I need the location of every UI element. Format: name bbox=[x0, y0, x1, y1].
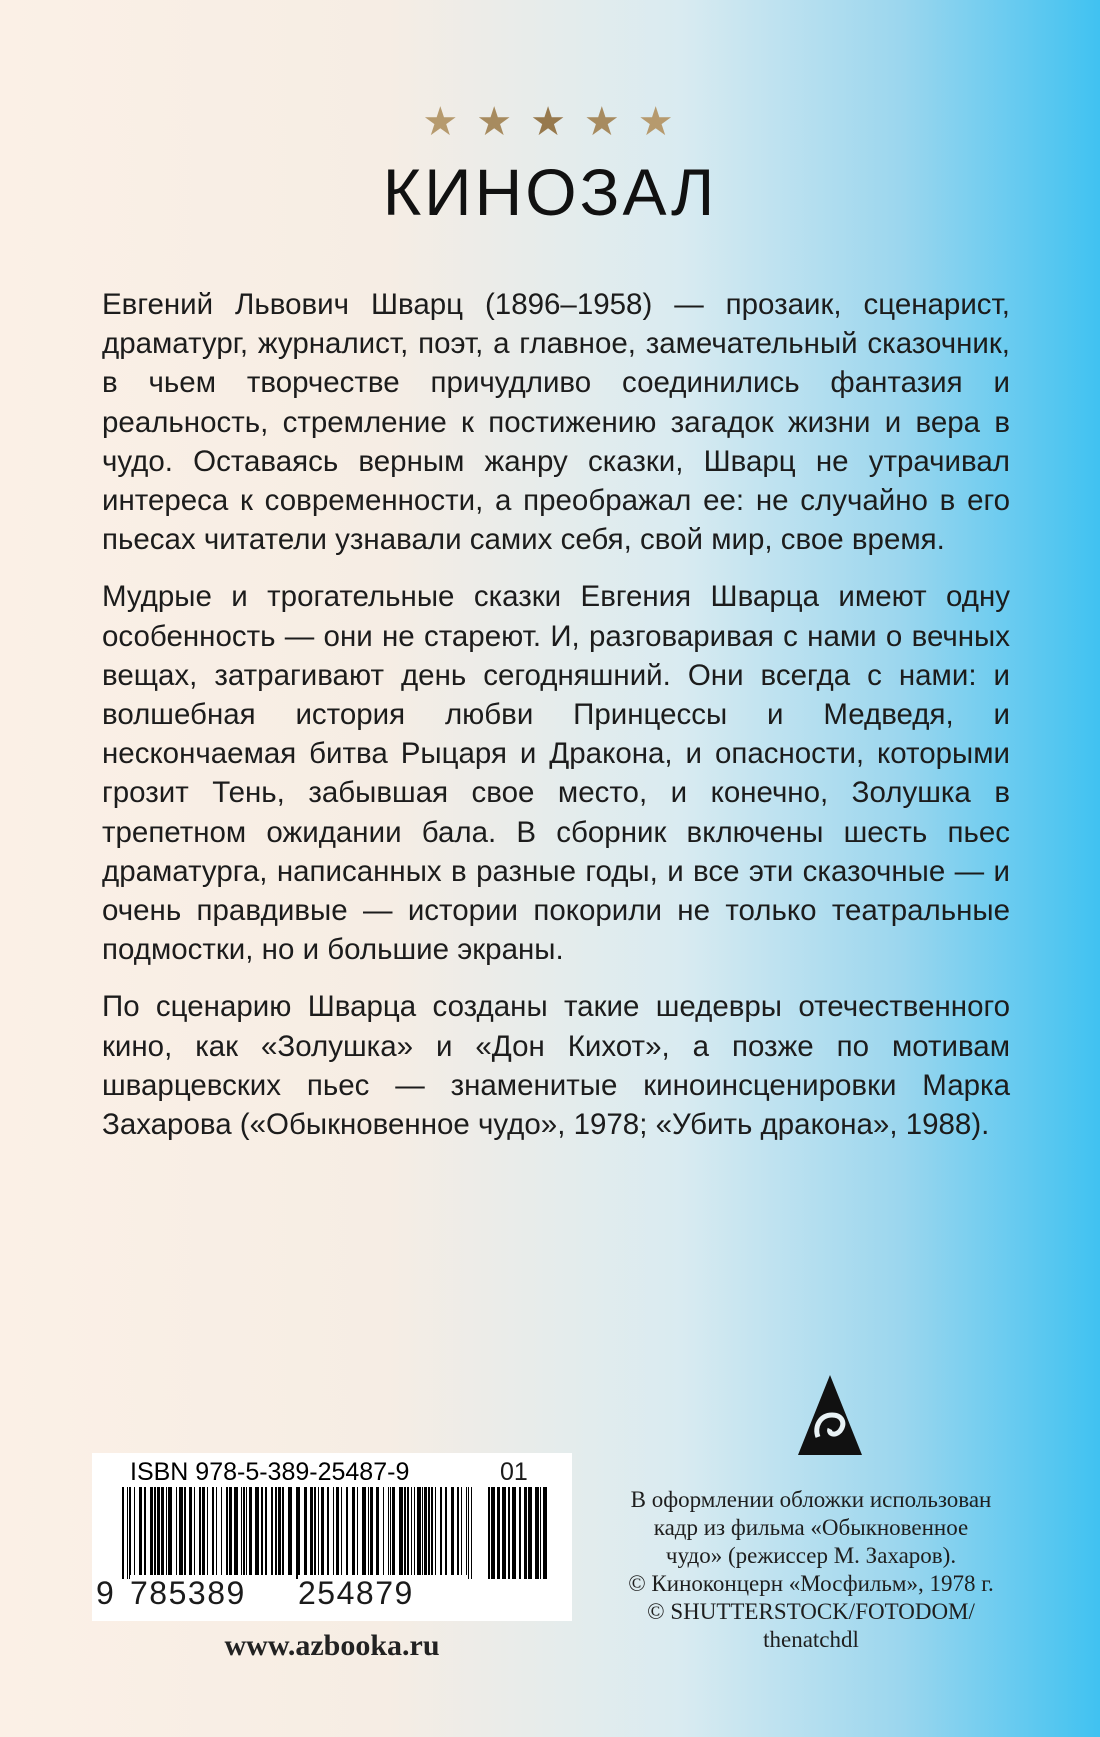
description-paragraph-1: Евгений Львович Шварц (1896–1958) — прозаик, сценарист, драматург, журналист, поэт, а главное, замечательный сказочник, в чьем творчестве причудливо соединились фантазия и реальность, стремление к постижению загадок жизни и вера в чудо. Оставаясь верным жанру сказки, Шварц не утрачивал интереса к современности, а преображал ее: не случайно в его пьесах читатели узнавали самих себя, свой мир, свое время. bbox=[102, 288, 1010, 557]
barcode-bar bbox=[129, 1487, 131, 1579]
barcode-bar bbox=[243, 1487, 245, 1579]
barcode-bar bbox=[346, 1487, 348, 1579]
barcode-bar bbox=[314, 1487, 316, 1579]
barcode-bar bbox=[184, 1487, 186, 1579]
ean-left-digits: 785389 bbox=[130, 1575, 292, 1611]
barcode-bar bbox=[508, 1487, 510, 1579]
barcode-bar bbox=[512, 1487, 516, 1579]
publisher-website: www.azbooka.ru bbox=[224, 1629, 440, 1662]
barcode-bar bbox=[304, 1487, 307, 1579]
barcode-bar bbox=[127, 1487, 128, 1579]
barcode-bar bbox=[282, 1487, 284, 1579]
barcode-bar bbox=[497, 1487, 500, 1579]
barcode-bar bbox=[234, 1487, 238, 1579]
barcode-bar bbox=[176, 1487, 177, 1579]
star-icon: ★ bbox=[637, 99, 678, 144]
barcode-bar bbox=[271, 1487, 273, 1579]
barcode-bar bbox=[407, 1487, 409, 1579]
description-paragraph-3: По сценарию Шварца созданы такие шедевры отечественного кино, как «Золушка» и «Дон Кихот», а позже по мотивам шварцевских пьес — знаменитые киноинсценировки Марка Захарова («Обыкновенное чудо», 1978; «Убить дракона», 1988). bbox=[102, 990, 1010, 1142]
barcode-bar bbox=[265, 1487, 267, 1579]
barcode-bar bbox=[207, 1487, 208, 1579]
barcode-bar bbox=[411, 1487, 412, 1579]
barcode-bar bbox=[221, 1487, 222, 1579]
barcode-bar bbox=[376, 1487, 379, 1579]
barcode-bar bbox=[528, 1487, 532, 1579]
barcode-bar bbox=[144, 1487, 146, 1579]
barcode-bar bbox=[488, 1487, 490, 1579]
barcode-bar bbox=[457, 1487, 459, 1579]
series-title: КИНОЗАЛ bbox=[382, 155, 718, 229]
barcode-bar bbox=[261, 1487, 263, 1579]
barcode-bar bbox=[422, 1487, 423, 1579]
barcode-bar bbox=[278, 1487, 281, 1579]
barcode-bar bbox=[352, 1487, 355, 1579]
barcode-bar bbox=[461, 1487, 462, 1579]
barcode-bar bbox=[404, 1487, 406, 1579]
barcode-bar bbox=[179, 1487, 183, 1579]
barcode-bar bbox=[388, 1487, 389, 1579]
barcode-bar bbox=[435, 1487, 436, 1579]
barcode-bar bbox=[327, 1487, 329, 1579]
isbn-label: ISBN 978-5-389-25487-9 bbox=[130, 1458, 410, 1486]
barcode-bar bbox=[471, 1487, 472, 1579]
barcode-bar bbox=[122, 1487, 124, 1579]
barcode-bar bbox=[288, 1487, 292, 1579]
barcode-bar bbox=[362, 1487, 366, 1579]
barcode-bar bbox=[296, 1487, 300, 1579]
star-icon: ★ bbox=[422, 99, 463, 144]
book-description bbox=[102, 285, 1010, 1162]
star-icon: ★ bbox=[530, 99, 570, 144]
barcode-bar bbox=[399, 1487, 403, 1579]
barcode-bar bbox=[166, 1487, 167, 1579]
barcode-bar bbox=[491, 1487, 495, 1579]
barcode-bar bbox=[249, 1487, 252, 1579]
cover-credits bbox=[596, 1486, 1026, 1654]
barcode-bar bbox=[440, 1487, 442, 1579]
credits-line: кадр из фильма «Обыкновенное bbox=[653, 1515, 969, 1540]
barcode-bar bbox=[246, 1487, 247, 1579]
ean-right-digits: 254879 bbox=[298, 1575, 468, 1611]
barcode-bar bbox=[275, 1487, 277, 1579]
credits-line: © SHUTTERSTOCK/FOTODOM/ bbox=[647, 1599, 975, 1624]
barcode bbox=[92, 1453, 572, 1621]
barcode-bar bbox=[502, 1487, 506, 1579]
barcode-bars bbox=[122, 1487, 474, 1579]
barcode-bar bbox=[357, 1487, 358, 1579]
barcode-bar bbox=[226, 1487, 228, 1579]
barcode-bar bbox=[414, 1487, 415, 1579]
ean-first-digit: 9 bbox=[96, 1575, 114, 1611]
barcode-bar bbox=[229, 1487, 232, 1579]
barcode-bar bbox=[466, 1487, 467, 1579]
addon-barcode-bars bbox=[488, 1487, 548, 1579]
barcode-bar bbox=[134, 1487, 135, 1579]
star-icon: ★ bbox=[583, 99, 624, 144]
barcode-bar bbox=[451, 1487, 454, 1579]
barcode-bar bbox=[168, 1487, 172, 1579]
barcode-bar bbox=[310, 1487, 313, 1579]
barcode-bar bbox=[216, 1487, 217, 1579]
credits-line: В оформлении обложки использован bbox=[630, 1487, 992, 1512]
barcode-bar bbox=[392, 1487, 395, 1579]
barcode-bar bbox=[321, 1487, 324, 1579]
barcode-bar bbox=[417, 1487, 421, 1579]
barcode-bar bbox=[540, 1487, 541, 1579]
credits-line: © Киноконцерн «Мосфильм», 1978 г. bbox=[628, 1571, 994, 1596]
barcode-bar bbox=[445, 1487, 447, 1579]
barcode-bar bbox=[202, 1487, 205, 1579]
barcode-bar bbox=[154, 1487, 156, 1579]
star-icon: ★ bbox=[476, 99, 517, 144]
isbn-addon: 01 bbox=[500, 1458, 528, 1486]
barcode-bar bbox=[468, 1487, 469, 1579]
barcode-bar bbox=[333, 1487, 334, 1579]
description-paragraph-2: Мудрые и трогательные сказки Евгения Шварца имеют одну особенность — они не стареют. И, разговаривая с нами о вечных вещах, затрагивают день сегодняшний. Они всегда с нами: и волшебная история любви Принцессы и Медведя, и нескончаемая битва Рыцаря и Дракона, и опасности, которыми грозит Тень, забывшая свое место, и конечно, Золушка в трепетном ожидании бала. В сборник включены шесть пьес драматурга, написанных в разные годы, и все эти сказочные — и очень правдивые — истории покорили не только театральные подмостки, но и большие экраны. bbox=[102, 580, 1010, 967]
barcode-bar bbox=[519, 1487, 521, 1579]
barcode-bar bbox=[189, 1487, 192, 1579]
barcode-bar bbox=[543, 1487, 547, 1579]
barcode-bar bbox=[161, 1487, 164, 1579]
barcode-bar bbox=[157, 1487, 160, 1579]
barcode-bar bbox=[341, 1487, 342, 1579]
barcode-bar bbox=[194, 1487, 195, 1579]
credits-line: чудо» (режиссер М. Захаров). bbox=[665, 1543, 957, 1568]
barcode-bar bbox=[255, 1487, 259, 1579]
barcode-bar bbox=[535, 1487, 539, 1579]
barcode-bar bbox=[336, 1487, 339, 1579]
barcode-bar bbox=[318, 1487, 319, 1579]
barcode-bar bbox=[199, 1487, 201, 1579]
rating-stars bbox=[0, 100, 1100, 144]
barcode-bar bbox=[424, 1487, 427, 1579]
barcode-bar bbox=[139, 1487, 142, 1579]
barcode-bar bbox=[383, 1487, 384, 1579]
barcode-bar bbox=[370, 1487, 373, 1579]
barcode-bar bbox=[390, 1487, 391, 1579]
barcode-bar bbox=[241, 1487, 242, 1579]
barcode-bar bbox=[431, 1487, 433, 1579]
barcode-bar bbox=[212, 1487, 214, 1579]
barcode-bar bbox=[150, 1487, 153, 1579]
barcode-bar bbox=[428, 1487, 430, 1579]
credits-line: thenatchdl bbox=[763, 1627, 859, 1652]
barcode-bar bbox=[524, 1487, 527, 1579]
azbuka-triangle-logo-icon bbox=[798, 1375, 862, 1455]
barcode-bar bbox=[368, 1487, 369, 1579]
